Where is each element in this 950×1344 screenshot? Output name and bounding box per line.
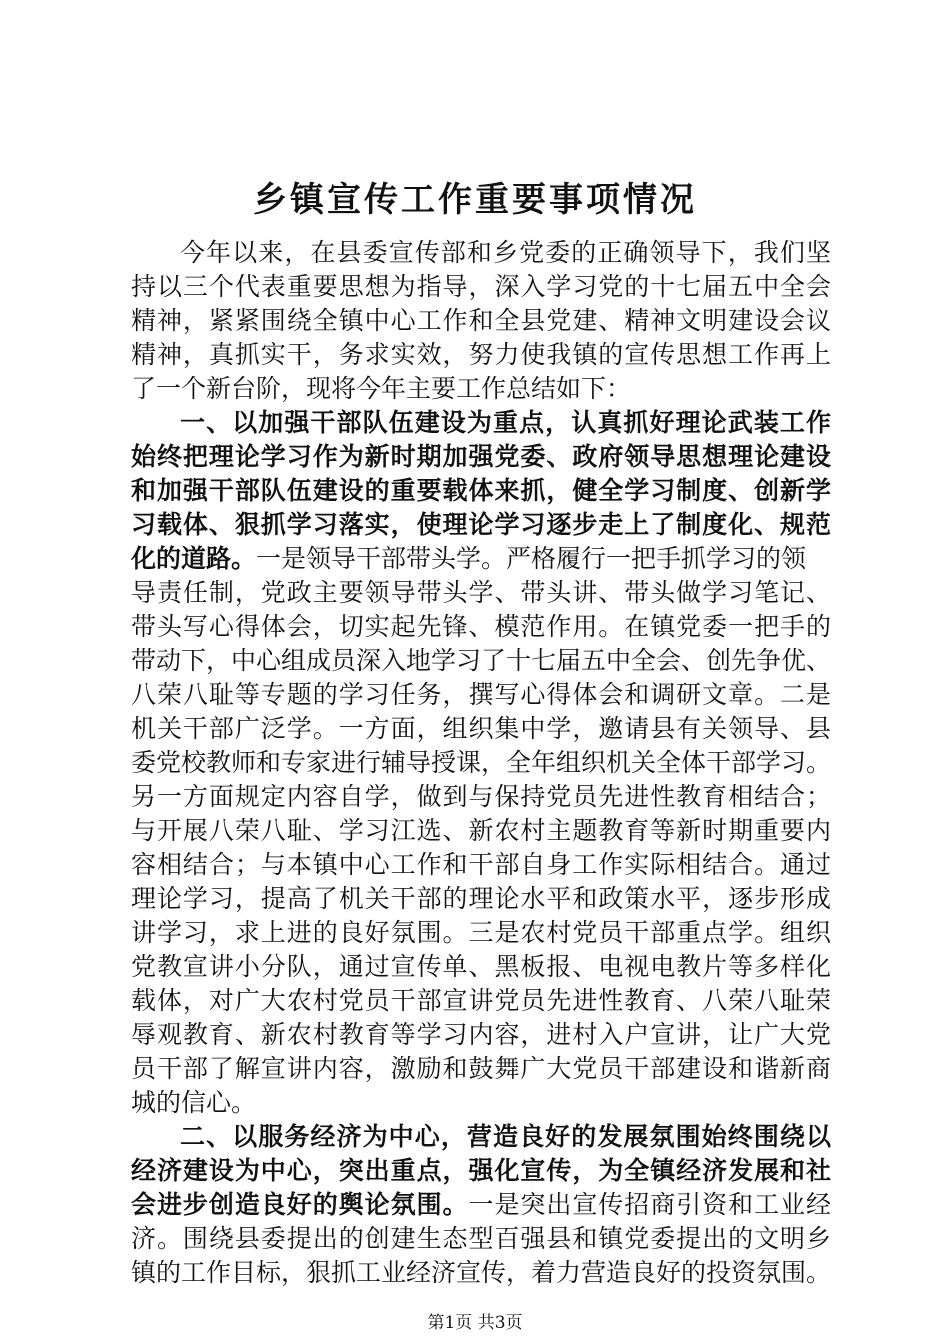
section-heading-line: 始终把理论学习作为新时期加强党委、政府领导思想理论建设 <box>131 442 831 471</box>
body-line: 济。围绕县委提出的创建生态型百强县和镇党委提出的文明乡 <box>131 1224 831 1253</box>
body-line: 委党校教师和专家进行辅导授课，全年组织机关全体干部学习。 <box>131 748 831 777</box>
body-line: 持以三个代表重要思想为指导，深入学习党的十七届五中全会 <box>131 272 831 301</box>
body-line: 与开展八荣八耻、学习江选、新农村主题教育等新时期重要内 <box>131 816 831 845</box>
section-heading-line: 二、以服务经济为中心，营造良好的发展氛围始终围绕以 <box>180 1122 831 1151</box>
body-line: 党教宣讲小分队，通过宣传单、黑板报、电视电教片等多样化 <box>131 952 831 981</box>
body-line: 机关干部广泛学。一方面，组织集中学，邀请县有关领导、县 <box>131 714 831 743</box>
body-line: 容相结合；与本镇中心工作和干部自身工作实际相结合。通过 <box>131 850 831 879</box>
section-heading-line: 经济建设为中心，突出重点，强化宣传，为全镇经济发展和社 <box>131 1156 831 1185</box>
section-heading-line: 习载体、狠抓学习落实，使理论学习逐步走上了制度化、规范 <box>131 510 831 539</box>
page-footer: 第1页 共3页 <box>427 1313 523 1333</box>
body-line: 辱观教育、新农村教育等学习内容，进村入户宣讲，让广大党 <box>131 1020 831 1049</box>
section-heading-tail: 会进步创造良好的舆论氛围。 <box>131 1190 469 1219</box>
body-text: 一是领导干部带头学。严格履行一把手抓学习的领 <box>256 544 807 573</box>
page-title: 乡镇宣传工作重要事项情况 <box>253 180 697 220</box>
body-line: 另一方面规定内容自学，做到与保持党员先进性教育相结合； <box>131 782 831 811</box>
body-line: 了一个新台阶，现将今年主要工作总结如下： <box>131 374 632 403</box>
body-text: 一是突出宣传招商引资和工业经 <box>468 1190 831 1219</box>
body-line: 载体，对广大农村党员干部宣讲党员先进性教育、八荣八耻荣 <box>131 986 831 1015</box>
body-line: 理论学习，提高了机关干部的理论水平和政策水平，逐步形成 <box>131 884 831 913</box>
body-line: 精神，真抓实干，务求实效，努力使我镇的宣传思想工作再上 <box>131 340 831 369</box>
body-line: 八荣八耻等专题的学习任务，撰写心得体会和调研文章。二是 <box>131 680 831 709</box>
section-heading-line: 一、以加强干部队伍建设为重点，认真抓好理论武装工作 <box>180 408 831 437</box>
body-line: 员干部了解宣讲内容，激励和鼓舞广大党员干部建设和谐新商 <box>131 1054 831 1083</box>
body-line: 带动下，中心组成员深入地学习了十七届五中全会、创先争优、 <box>131 646 831 675</box>
body-line: 今年以来，在县委宣传部和乡党委的正确领导下，我们坚 <box>180 238 831 267</box>
body-line: 精神，紧紧围绕全镇中心工作和全县党建、精神文明建设会议 <box>131 306 831 335</box>
body-line: 城的信心。 <box>131 1088 257 1117</box>
body-line: 镇的工作目标，狠抓工业经济宣传，着力营造良好的投资氛围。 <box>131 1258 831 1287</box>
section-heading-line: 和加强干部队伍建设的重要载体来抓，健全学习制度、创新学 <box>131 476 831 505</box>
body-line: 导责任制，党政主要领导带头学、带头讲、带头做学习笔记、 <box>131 578 831 607</box>
body-line: 带头写心得体会，切实起先锋、模范作用。在镇党委一把手的 <box>131 612 831 641</box>
mixed-line <box>131 542 831 576</box>
section-heading-tail: 化的道路。 <box>131 544 257 573</box>
body-line: 讲学习，求上进的良好氛围。三是农村党员干部重点学。组织 <box>131 918 831 947</box>
mixed-line <box>131 1188 831 1222</box>
